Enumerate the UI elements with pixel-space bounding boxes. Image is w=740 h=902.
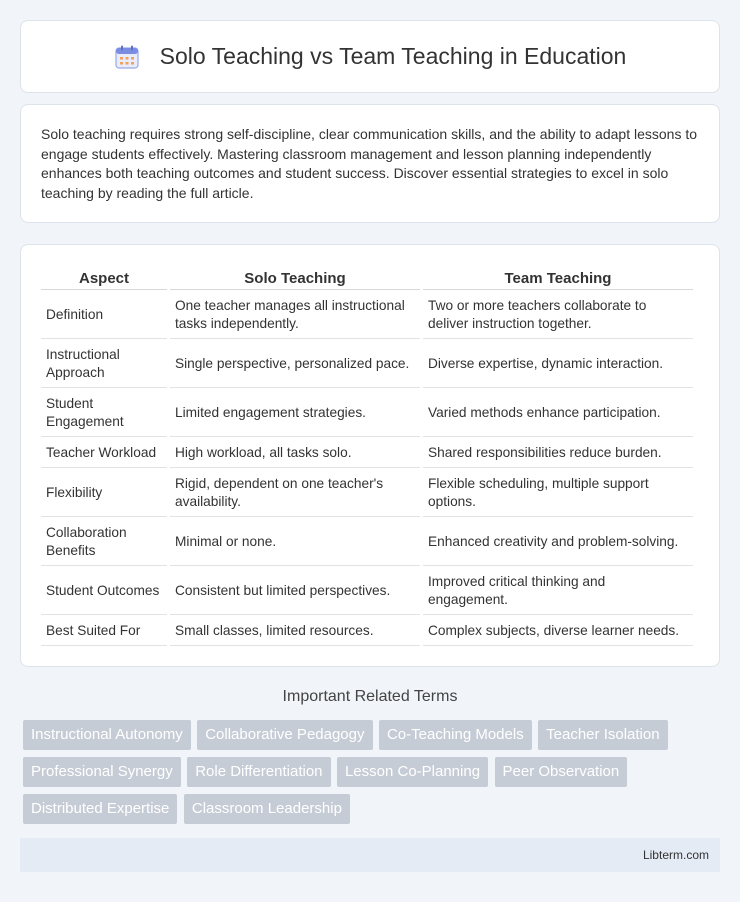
page-title: Solo Teaching vs Team Teaching in Education xyxy=(159,43,627,69)
intro-text: Solo teaching requires strong self-discipline, clear communication skills, and the ability to adapt lessons to engage students effectively. Mastering classroom management and lesson planning independently enhances both teaching outcomes and student success. Discover essential strategies to excel in solo teaching by reading the full article. xyxy=(41,126,698,201)
table-cell: Single perspective, personalized pace. xyxy=(170,341,420,388)
table-cell: Best Suited For xyxy=(41,617,167,646)
table-cell: High workload, all tasks solo. xyxy=(170,439,420,468)
table-cell: Complex subjects, diverse learner needs. xyxy=(423,617,693,646)
table-header-row xyxy=(41,267,693,290)
related-term-tag[interactable]: Role Differentiation xyxy=(187,757,330,787)
related-term-tag[interactable]: Teacher Isolation xyxy=(538,720,667,750)
related-term-tag[interactable]: Lesson Co-Planning xyxy=(337,757,488,787)
related-terms-title: Important Related Terms xyxy=(282,688,458,705)
column-header: Aspect xyxy=(41,267,167,290)
table-row xyxy=(41,568,693,615)
table-cell: Improved critical thinking and engagement. xyxy=(423,568,693,615)
related-term-tag[interactable]: Co-Teaching Models xyxy=(379,720,532,750)
table-cell: Student Engagement xyxy=(41,390,167,437)
table-cell: Varied methods enhance participation. xyxy=(423,390,693,437)
related-terms-list xyxy=(23,720,723,831)
table-cell: Flexible scheduling, multiple support options. xyxy=(423,470,693,517)
related-term-tag[interactable]: Classroom Leadership xyxy=(184,794,350,824)
table-cell: Two or more teachers collaborate to deliver instruction together. xyxy=(423,292,693,339)
table-row xyxy=(41,341,693,388)
table-cell: Minimal or none. xyxy=(170,519,420,566)
table-row xyxy=(41,470,693,517)
comparison-table-card xyxy=(20,244,720,667)
related-term-tag[interactable]: Collaborative Pedagogy xyxy=(197,720,372,750)
table-cell: Enhanced creativity and problem-solving. xyxy=(423,519,693,566)
related-term-tag[interactable]: Distributed Expertise xyxy=(23,794,177,824)
table-row xyxy=(41,292,693,339)
table-cell: Instructional Approach xyxy=(41,341,167,388)
table-cell: Student Outcomes xyxy=(41,568,167,615)
table-cell: Definition xyxy=(41,292,167,339)
table-row xyxy=(41,617,693,646)
table-row xyxy=(41,439,693,468)
header-card xyxy=(20,20,720,93)
table-cell: Diverse expertise, dynamic interaction. xyxy=(423,341,693,388)
table-row xyxy=(41,390,693,437)
table-cell: One teacher manages all instructional tasks independently. xyxy=(170,292,420,339)
footer xyxy=(20,838,720,872)
footer-site-link[interactable]: Libterm.com xyxy=(642,848,709,862)
related-term-tag[interactable]: Professional Synergy xyxy=(23,757,181,787)
related-term-tag[interactable]: Instructional Autonomy xyxy=(23,720,191,750)
table-cell: Consistent but limited perspectives. xyxy=(170,568,420,615)
comparison-table xyxy=(38,265,696,648)
table-cell: Collaboration Benefits xyxy=(41,519,167,566)
table-cell: Shared responsibilities reduce burden. xyxy=(423,439,693,468)
table-cell: Teacher Workload xyxy=(41,439,167,468)
column-header: Team Teaching xyxy=(423,267,693,290)
table-row xyxy=(41,519,693,566)
table-cell: Flexibility xyxy=(41,470,167,517)
table-cell: Limited engagement strategies. xyxy=(170,390,420,437)
related-term-tag[interactable]: Peer Observation xyxy=(495,757,628,787)
intro-card xyxy=(20,104,720,223)
column-header: Solo Teaching xyxy=(170,267,420,290)
calendar-icon xyxy=(114,44,140,70)
table-cell: Small classes, limited resources. xyxy=(170,617,420,646)
table-cell: Rigid, dependent on one teacher's availability. xyxy=(170,470,420,517)
